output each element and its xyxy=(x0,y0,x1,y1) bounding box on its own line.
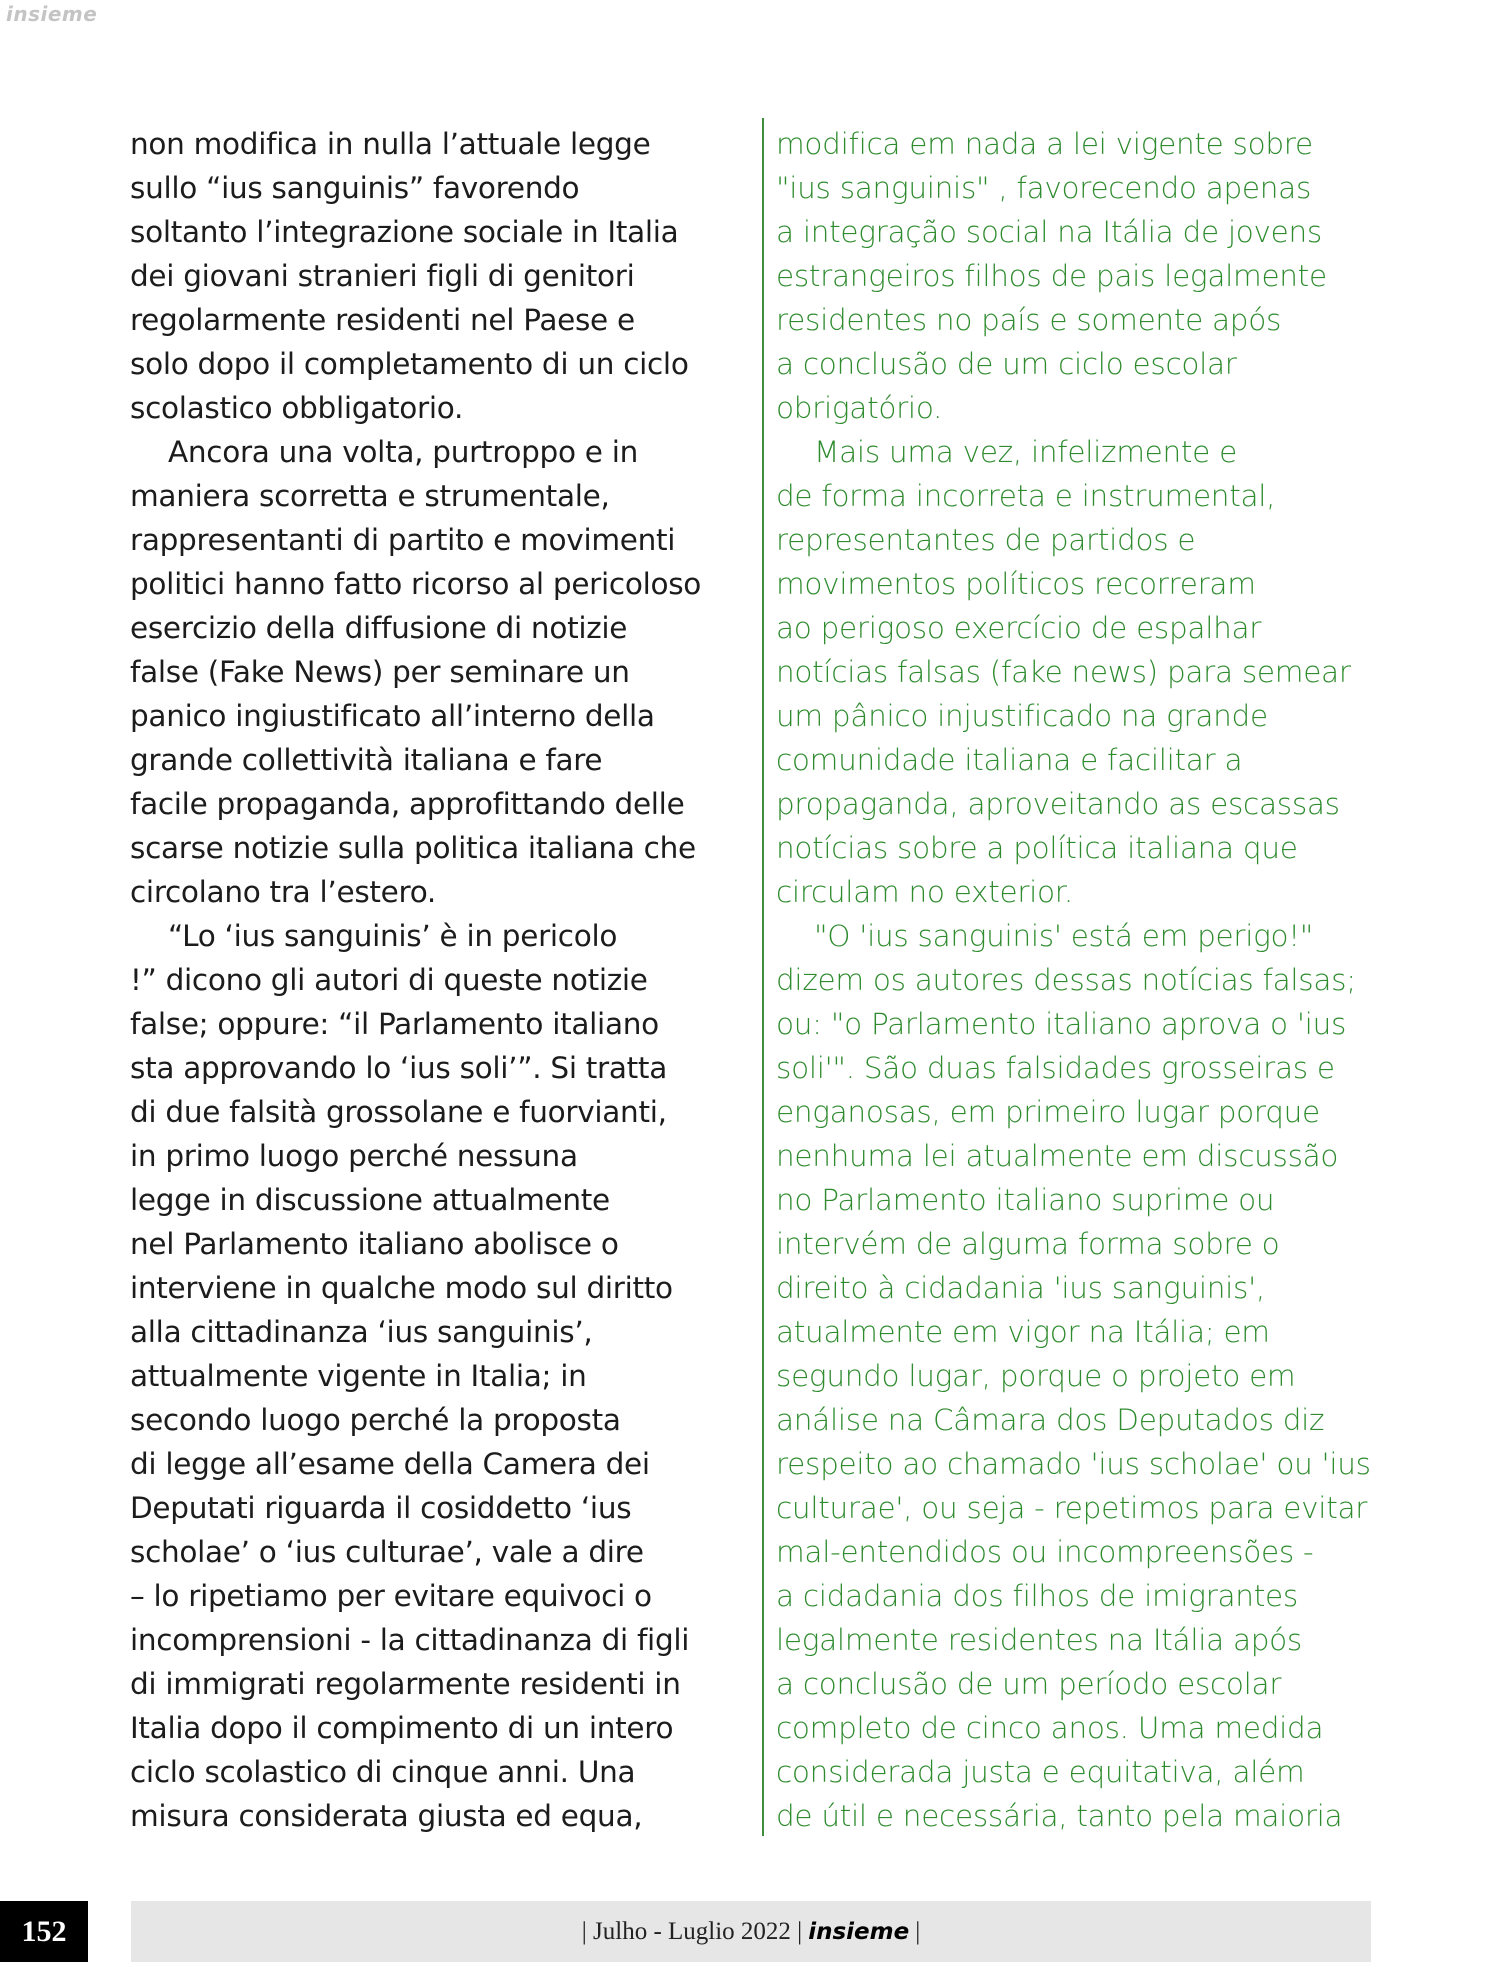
text-line: soltanto l’integrazione sociale in Italia xyxy=(130,215,679,249)
text-line: mal-entendidos ou incompreensões - xyxy=(776,1535,1314,1569)
text-line: scholae’ o ‘ius culturae’, vale a dire xyxy=(130,1535,644,1569)
text-line: ciclo scolastico di cinque anni. Una xyxy=(130,1755,636,1789)
text-line: circulam no exterior. xyxy=(776,875,1073,909)
text-line: – lo ripetiamo per evitare equivoci o xyxy=(130,1579,652,1613)
text-line: alla cittadinanza ‘ius sanguinis’, xyxy=(130,1315,593,1349)
footer-separator: | xyxy=(915,1917,921,1945)
text-line: segundo lugar, porque o projeto em xyxy=(776,1359,1296,1393)
text-line: modifica em nada a lei vigente sobre xyxy=(776,127,1313,161)
text-line: politici hanno fatto ricorso al pericoloso xyxy=(130,567,702,601)
text-line: direito à cidadania 'ius sanguinis', xyxy=(776,1271,1266,1305)
text-line: intervém de alguma forma sobre o xyxy=(776,1227,1280,1261)
text-line: panico ingiustificato all’interno della xyxy=(130,699,655,733)
text-line: completo de cinco anos. Uma medida xyxy=(776,1711,1324,1745)
text-line: “Lo ‘ius sanguinis’ è in pericolo xyxy=(168,919,618,953)
page-number: 152 xyxy=(0,1901,88,1962)
portuguese-column xyxy=(776,122,1376,1838)
text-line: false (Fake News) per seminare un xyxy=(130,655,630,689)
header-logo: insieme xyxy=(6,2,98,26)
text-line: di legge all’esame della Camera dei xyxy=(130,1447,650,1481)
text-line: sta approvando lo ‘ius soli’”. Si tratta xyxy=(130,1051,667,1085)
text-line: notícias sobre a política italiana que xyxy=(776,831,1298,865)
text-line: nenhuma lei atualmente em discussão xyxy=(776,1139,1339,1173)
text-line: culturae', ou seja - repetimos para evitar xyxy=(776,1491,1368,1525)
text-line: representantes de partidos e xyxy=(776,523,1196,557)
footer-brand-logo: insieme xyxy=(808,1918,910,1945)
footer-bar xyxy=(131,1901,1371,1962)
text-line: Deputati riguarda il cosiddetto ‘ius xyxy=(130,1491,632,1525)
text-line: scarse notizie sulla politica italiana che xyxy=(130,831,696,865)
text-line: a conclusão de um período escolar xyxy=(776,1667,1282,1701)
text-line: a conclusão de um ciclo escolar xyxy=(776,347,1237,381)
text-line: di immigrati regolarmente residenti in xyxy=(130,1667,681,1701)
text-line: dizem os autores dessas notícias falsas; xyxy=(776,963,1356,997)
text-line: non modifica in nulla l’attuale legge xyxy=(130,127,651,161)
text-line: análise na Câmara dos Deputados diz xyxy=(776,1403,1325,1437)
portuguese-paragraph-1 xyxy=(776,122,1376,430)
text-line: enganosas, em primeiro lugar porque xyxy=(776,1095,1320,1129)
footer-date: | Julho - Luglio 2022 | xyxy=(581,1917,803,1945)
text-line: "ius sanguinis" , favorecendo apenas xyxy=(776,171,1312,205)
text-line: facile propaganda, approfittando delle xyxy=(130,787,685,821)
text-line: misura considerata giusta ed equa, xyxy=(130,1799,643,1833)
text-line: atualmente em vigor na Itália; em xyxy=(776,1315,1270,1349)
text-line: interviene in qualche modo sul diritto xyxy=(130,1271,673,1305)
text-line: respeito ao chamado 'ius scholae' ou 'ius xyxy=(776,1447,1371,1481)
text-line: in primo luogo perché nessuna xyxy=(130,1139,578,1173)
text-line: attualmente vigente in Italia; in xyxy=(130,1359,587,1393)
text-line: soli'". São duas falsidades grosseiras e xyxy=(776,1051,1335,1085)
text-line: de forma incorreta e instrumental, xyxy=(776,479,1276,513)
text-line: um pânico injustificado na grande xyxy=(776,699,1268,733)
text-line: maniera scorretta e strumentale, xyxy=(130,479,610,513)
text-line: comunidade italiana e facilitar a xyxy=(776,743,1243,777)
text-line: ao perigoso exercício de espalhar xyxy=(776,611,1262,645)
column-divider xyxy=(762,118,764,1836)
italian-paragraph-2 xyxy=(130,430,730,914)
text-line: solo dopo il completamento di un ciclo xyxy=(130,347,689,381)
text-line: no Parlamento italiano suprime ou xyxy=(776,1183,1275,1217)
italian-paragraph-3 xyxy=(130,914,730,1838)
text-line: de útil e necessária, tanto pela maioria xyxy=(776,1799,1343,1833)
text-line: Ancora una volta, purtroppo e in xyxy=(168,435,639,469)
text-line: sullo “ius sanguinis” favorendo xyxy=(130,171,580,205)
text-line: !” dicono gli autori di queste notizie xyxy=(130,963,648,997)
text-line: incomprensioni - la cittadinanza di figli xyxy=(130,1623,690,1657)
italian-paragraph-1 xyxy=(130,122,730,430)
text-line: regolarmente residenti nel Paese e xyxy=(130,303,635,337)
text-line: circolano tra l’estero. xyxy=(130,875,437,909)
text-line: Italia dopo il compimento di un intero xyxy=(130,1711,674,1745)
text-line: a cidadania dos filhos de imigrantes xyxy=(776,1579,1298,1613)
text-line: considerada justa e equitativa, além xyxy=(776,1755,1305,1789)
text-line: notícias falsas (fake news) para semear xyxy=(776,655,1351,689)
text-line: a integração social na Itália de jovens xyxy=(776,215,1322,249)
text-line: propaganda, aproveitando as escassas xyxy=(776,787,1340,821)
text-line: movimentos políticos recorreram xyxy=(776,567,1256,601)
text-line: "O 'ius sanguinis' está em perigo!" xyxy=(814,919,1314,953)
text-line: dei giovani stranieri figli di genitori xyxy=(130,259,635,293)
italian-column xyxy=(130,122,730,1838)
text-line: di due falsità grossolane e fuorvianti, xyxy=(130,1095,667,1129)
text-line: residentes no país e somente após xyxy=(776,303,1282,337)
text-line: estrangeiros filhos de pais legalmente xyxy=(776,259,1327,293)
text-line: obrigatório. xyxy=(776,391,943,425)
text-line: secondo luogo perché la proposta xyxy=(130,1403,621,1437)
text-line: legge in discussione attualmente xyxy=(130,1183,610,1217)
text-line: false; oppure: “il Parlamento italiano xyxy=(130,1007,659,1041)
text-line: grande collettività italiana e fare xyxy=(130,743,603,777)
text-line: nel Parlamento italiano abolisce o xyxy=(130,1227,619,1261)
portuguese-paragraph-2 xyxy=(776,430,1376,914)
text-line: scolastico obbligatorio. xyxy=(130,391,464,425)
text-line: Mais uma vez, infelizmente e xyxy=(814,435,1237,469)
text-line: esercizio della diffusione di notizie xyxy=(130,611,628,645)
text-line: ou: "o Parlamento italiano aprova o 'ius xyxy=(776,1007,1347,1041)
text-line: legalmente residentes na Itália após xyxy=(776,1623,1302,1657)
text-line: rappresentanti di partito e movimenti xyxy=(130,523,676,557)
portuguese-paragraph-3 xyxy=(776,914,1376,1838)
